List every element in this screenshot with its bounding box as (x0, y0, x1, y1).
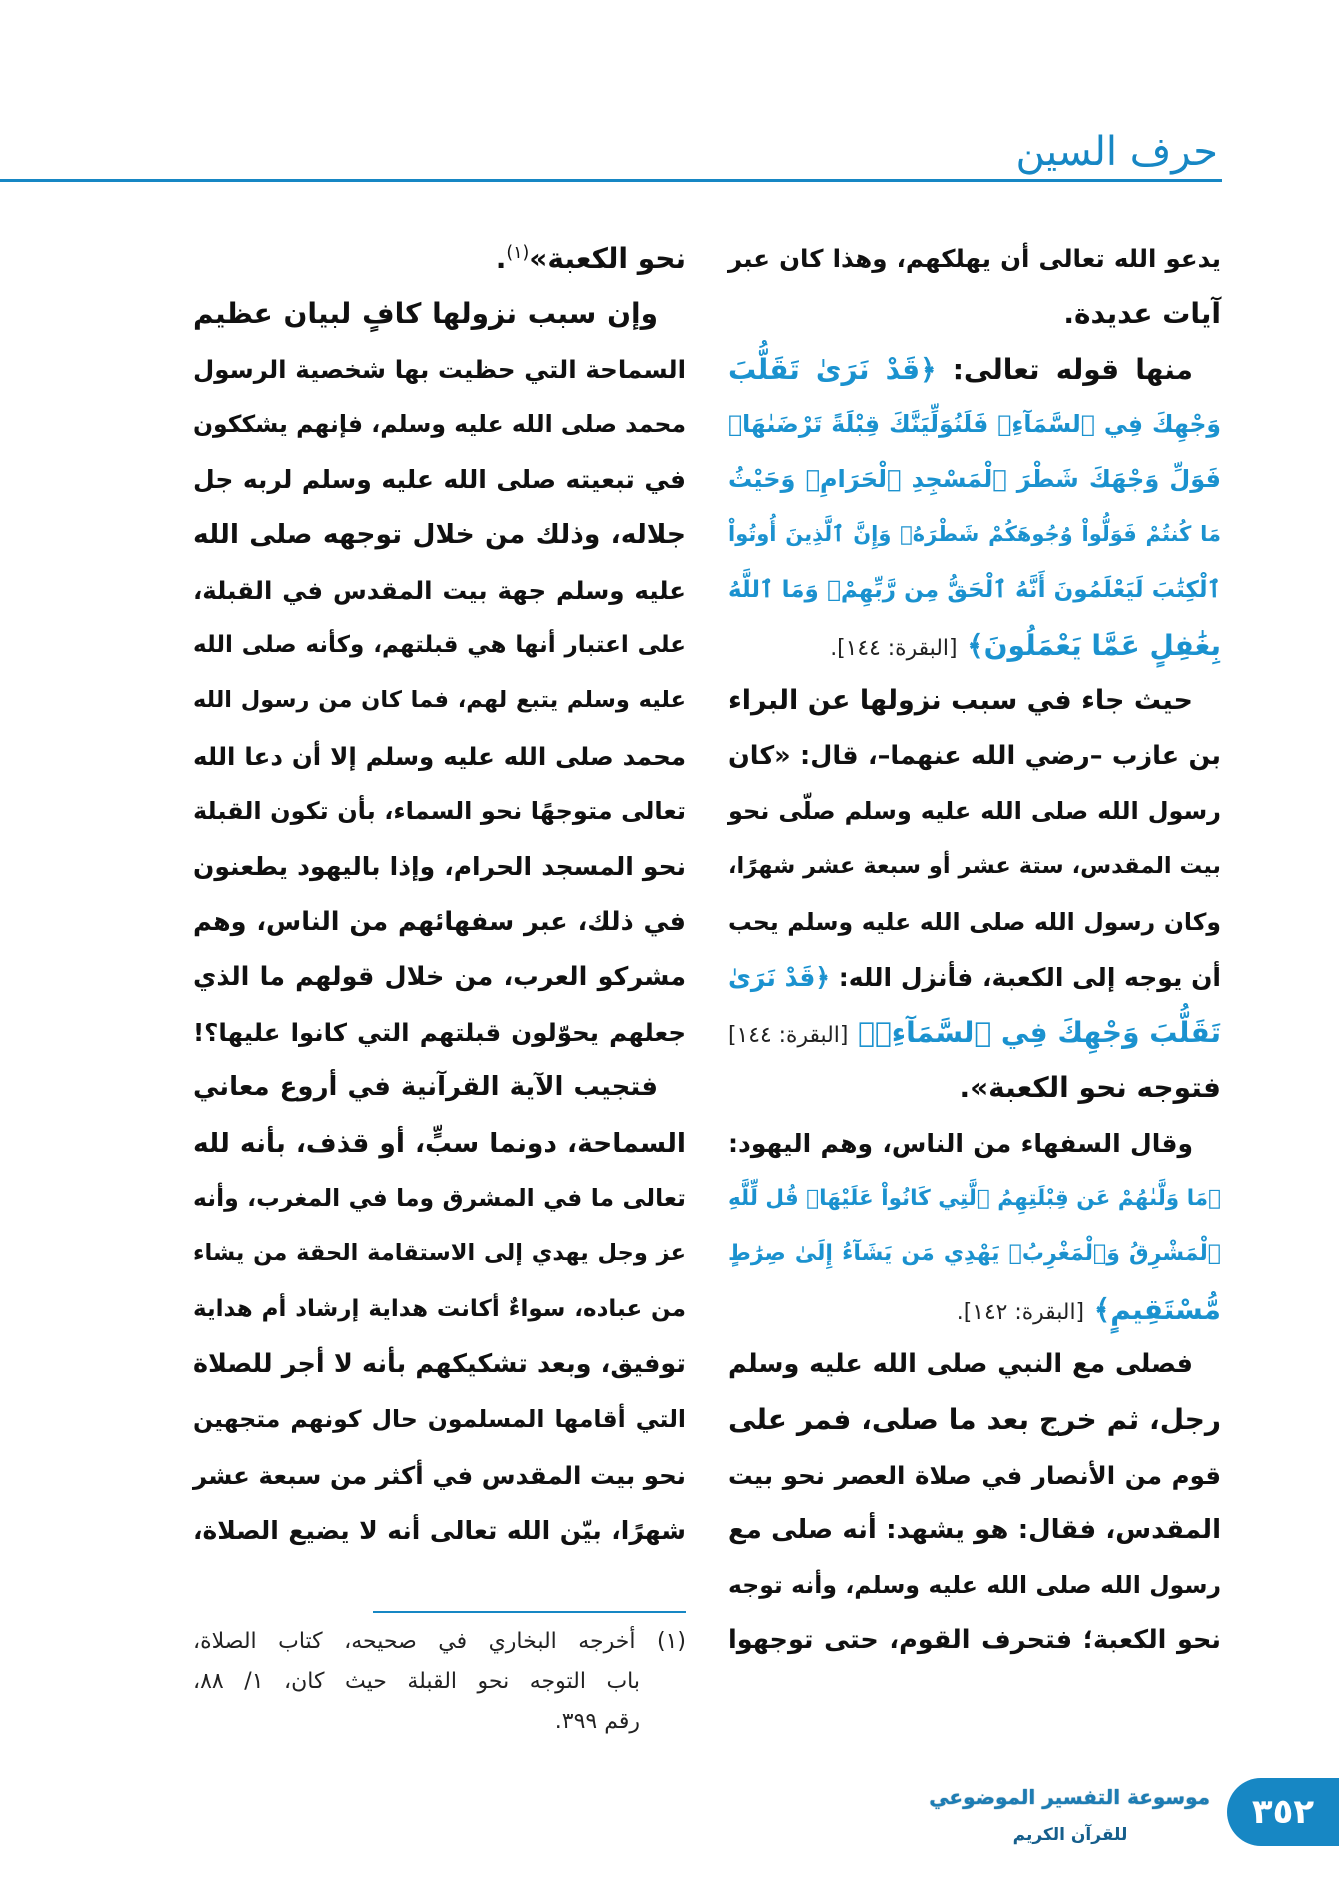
chapter-title: حرف السين (1015, 129, 1218, 175)
text-line (728, 618, 1221, 673)
footnote-line: رقم ٣٩٩. (554, 1709, 640, 1734)
text-line: رسول الله صلى الله عليه وسلم، وأنه توجه (728, 1571, 1221, 1600)
text-line: عليه وسلم جهة بيت المقدس في القبلة، (193, 575, 686, 605)
text-line: آيات عديدة. (1063, 297, 1221, 331)
text-line: من عباده، سواءٌ أكانت هداية إرشاد أم هداية (193, 1295, 686, 1322)
quran-verse: ﴿قَدْ نَرَىٰ تَقَلُّبَ (728, 352, 937, 386)
text-line: وإن سبب نزولها كافٍ لبيان عظيم (193, 297, 658, 331)
quran-verse: ٱلْكِتَٰبَ لَيَعْلَمُونَ أَنَّهُ ٱلْحَقُّ مِن رَّبِّهِمْۗ وَمَا ٱللَّهُ (728, 576, 1221, 603)
text-line: بن عازب –رضي الله عنهما–، قال: «كان (728, 740, 1221, 771)
footnotes (193, 1622, 686, 1742)
text-line: نحو الكعبة؛ فتحرف القوم، حتى توجهوا (728, 1625, 1221, 1656)
verse-reference: [البقرة: ١٤٤] (728, 1023, 849, 1049)
text-line: تعالى ما في المشرق وما في المغرب، وأنه (193, 1184, 686, 1213)
footnote-line: باب التوجه نحو القبلة حيث كان، ١/ ٨٨، (193, 1669, 640, 1694)
text-line: بيت المقدس، ستة عشر أو سبعة عشر شهرًا، (728, 853, 1221, 880)
text-line (728, 1171, 1221, 1226)
text-line: رسول الله صلى الله عليه وسلم صلّى نحو (728, 796, 1221, 825)
logo-subtitle: للقرآن الكريم (1012, 1825, 1128, 1845)
text-line: وقال السفهاء من الناس، وهم اليهود: (728, 1128, 1193, 1158)
text-line: المقدس، فقال: هو يشهد: أنه صلى مع (728, 1514, 1221, 1545)
page-number: ٣٥٢ (1227, 1778, 1339, 1846)
text-line: شهرًا، بيّن الله تعالى أنه لا يضيع الصلاة، (193, 1515, 686, 1545)
quran-verse: ﴿مَا وَلَّىٰهُمْ عَن قِبْلَتِهِمُ ٱلَّتِي كَانُواْ عَلَيْهَاۚ قُل لِّلَّهِ (728, 1186, 1221, 1212)
text-line: فتوجه نحو الكعبة». (959, 1071, 1221, 1105)
text-line (728, 950, 1221, 1005)
text-line: نحو بيت المقدس في أكثر من سبعة عشر (193, 1460, 686, 1490)
text-line: نحو المسجد الحرام، وإذا باليهود يطعنون (193, 852, 686, 882)
text-line (728, 507, 1221, 562)
text-line: التي أقامها المسلمون حال كونهم متجهين (193, 1405, 686, 1434)
right-column (728, 231, 1221, 1669)
text-line: السماحة التي حظيت بها شخصية الرسول (193, 354, 686, 384)
text-line: يدعو الله تعالى أن يهلكهم، وهذا كان عبر (728, 244, 1221, 273)
header-rule (0, 179, 1222, 182)
quran-verse: مَا كُنتُمْ فَوَلُّواْ وُجُوهَكُمْ شَطْرَهُۗ وَإِنَّ ٱلَّذِينَ أُوتُواْ (728, 522, 1221, 547)
text-line: جلاله، وذلك من خلال توجهه صلى الله (193, 519, 686, 551)
text-line: السماحة، دونما سبٍّ، أو قذف، بأنه لله (193, 1127, 686, 1159)
text-line: مشركو العرب، من خلال قولهم ما الذي (193, 961, 686, 992)
line-text: نحو الكعبة» (529, 242, 686, 275)
quran-verse: وَجْهِكَ فِي ٱلسَّمَآءِۖ فَلَنُوَلِّيَنَّكَ قِبْلَةً تَرْضَىٰهَاۚ (728, 409, 1221, 438)
text-line: في ذلك، عبر سفهائهم من الناس، وهم (193, 906, 686, 937)
footnote-line (193, 1622, 686, 1662)
text-line: فتجيب الآية القرآنية في أروع معاني (193, 1072, 658, 1103)
quran-verse: بِغَٰفِلٍ عَمَّا يَعْمَلُونَ﴾ (967, 629, 1221, 663)
quran-verse: ٱلْمَشْرِقُ وَٱلْمَغْرِبُۚ يَهْدِي مَن يَشَآءُ إِلَىٰ صِرَٰطٍ (728, 1241, 1221, 1267)
verse-reference: [البقرة: ١٤٢]. (956, 1299, 1085, 1325)
text-line: جعلهم يحوّلون قبلتهم التي كانوا عليها؟! (193, 1018, 686, 1048)
line-text: أن يوجه إلى الكعبة، فأنزل الله: (838, 962, 1221, 992)
text-line (728, 1282, 1221, 1337)
quran-verse: ﴿قَدْ نَرَىٰ (728, 962, 831, 992)
text-line (728, 342, 1221, 397)
verse-reference: [البقرة: ١٤٤]. (830, 636, 958, 662)
text-line: في تبعيته صلى الله عليه وسلم لربه جل (193, 465, 686, 495)
text-line (193, 231, 686, 286)
text-line: محمد صلى الله عليه وسلم، فإنهم يشككون (193, 409, 686, 438)
text-line: قوم من الأنصار في صلاة العصر نحو بيت (728, 1460, 1221, 1490)
left-column (193, 231, 686, 1558)
text-line: عليه وسلم يتبع لهم، فما كان من رسول الله (193, 687, 686, 714)
text-line (728, 397, 1221, 452)
text-line: حيث جاء في سبب نزولها عن البراء (728, 685, 1193, 717)
text-line (728, 1005, 1221, 1060)
quran-verse: فَوَلِّ وَجْهَكَ شَطْرَ ٱلْمَسْجِدِ ٱلْحَرَامِۚ وَحَيْثُ (728, 465, 1221, 494)
footnote-number: (١) (656, 1629, 686, 1654)
footnote-separator (373, 1611, 686, 1613)
text-line: توفيق، وبعد تشكيكهم بأنه لا أجر للصلاة (193, 1348, 686, 1379)
quran-verse: تَقَلُّبَ وَجْهِكَ فِي ٱلسَّمَآءِۖ﴾ (858, 1016, 1222, 1050)
text-line: عز وجل يهدي إلى الاستقامة الحقة من يشاء (193, 1240, 686, 1267)
footnote-text: أخرجه البخاري في صحيحه، كتاب الصلاة، (193, 1629, 636, 1654)
quran-verse: مُّسْتَقِيمٍ﴾ (1093, 1292, 1221, 1326)
line-end: . (495, 242, 507, 275)
logo-title: موسوعة التفسير الموضوعي (929, 1785, 1210, 1809)
footnote-marker: (١) (506, 243, 530, 264)
encyclopedia-logo (930, 1772, 1210, 1862)
text-line: وكان رسول الله صلى الله عليه وسلم يحب (728, 907, 1221, 936)
text-line: على اعتبار أنها هي قبلتهم، وكأنه صلى الله (193, 632, 686, 659)
text-line: تعالى متوجهًا نحو السماء، بأن تكون القبلة (193, 796, 686, 825)
text-line: محمد صلى الله عليه وسلم إلا أن دعا الله (193, 741, 686, 771)
text-line (728, 1226, 1221, 1281)
text-line (728, 452, 1221, 507)
text-line (728, 563, 1221, 618)
text-line: رجل، ثم خرج بعد ما صلى، فمر على (728, 1403, 1221, 1437)
line-text: منها قوله تعالى: (952, 352, 1194, 386)
text-line: فصلى مع النبي صلى الله عليه وسلم (728, 1348, 1193, 1379)
